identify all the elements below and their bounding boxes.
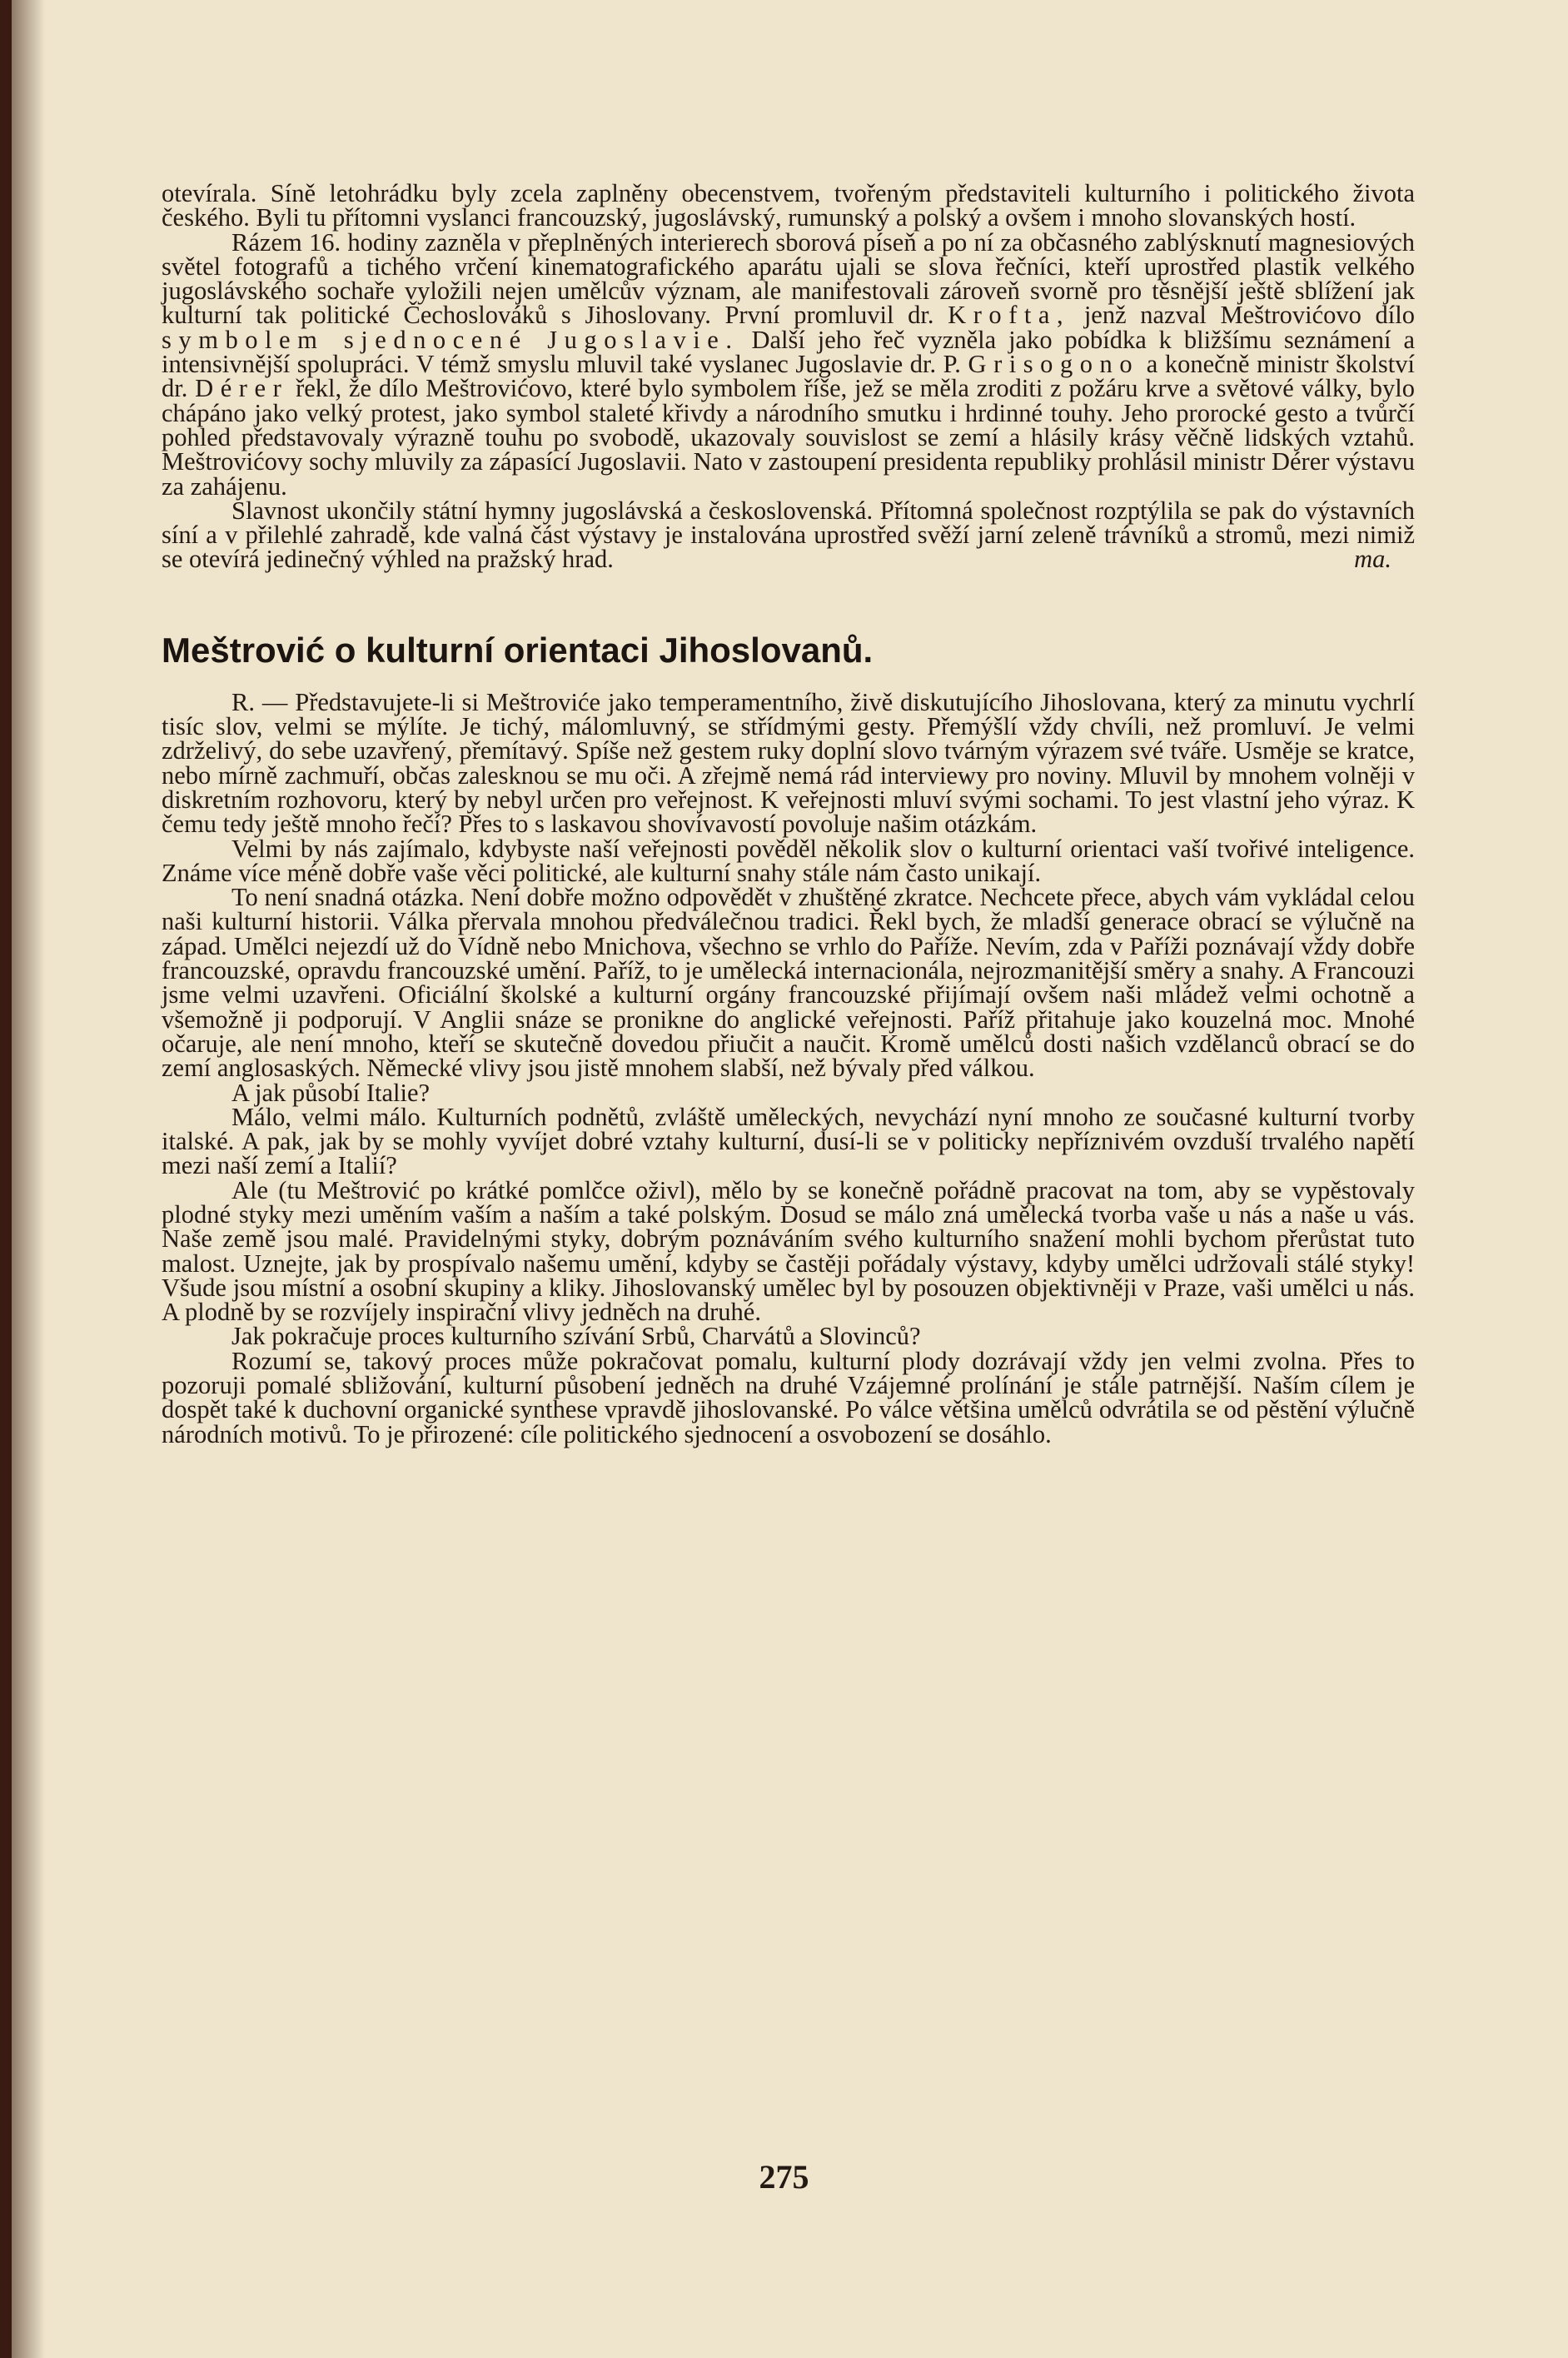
binding-shadow bbox=[12, 0, 45, 2358]
article1-paragraph-3: Slavnost ukončily státní hymny jugoslávská a československá. Přítomná společnost rozptýlila se pak do výstavních síní a v přilehlé zahradě, kde valná část výstavy je instalována uprostřed svěží jarní zeleně trávníků a stromů, mezi nimiž se otevírá jedinečný výhled na pražský hrad. bbox=[162, 496, 1415, 574]
scanned-page bbox=[12, 0, 1568, 2358]
emphasis-symbol: symbolem sjednocené Jugoslavie. bbox=[162, 325, 739, 354]
article2-paragraph: Málo, velmi málo. Kulturních podnětů, zvláště uměleckých, nevychází nyní mnoho ze současné kulturní tvorby italské. A pak, jak by se mohly vyvíjet dobré vztahy kulturní, dusí-li se v politicky nepříznivém ovzduší trvalého napětí mezi naší zemí a Italií? bbox=[162, 1102, 1415, 1180]
article2-paragraph: To není snadná otázka. Není dobře možno odpovědět v zhuštěné zkratce. Nechcete přece, abych vám vykládal celou naši kulturní historii. Válka přervala mnohou předválečnou tradici. Řekl bych, že mladší generace obrací se výlučně na západ. Umělci nejezdí už do Vídně nebo Mnichova, všechno se vrhlo do Paříže. Nevím, zda v Paříži poznávají vždy dobře francouzské, opravdu francouzské umění. Paříž, to je umělecká internacionála, nejrozmanitější směry a snahy. A Francouzi jsme velmi uzavřeni. Oficiální školské a kulturní orgány francouzské přijímají ovšem naši mládež velmi ochotně a všemožně ji podporují. V Anglii snáze se pronikne do anglické veřejnosti. Paříž přitahuje jako kouzelná moc. Mnohé očaruje, ale není mnoho, kteří se skutečně dovedou přiučit a naučit. Kromě umělců dosti našich vzdělanců obrací se do zemí anglosaských. Německé vlivy jsou jistě mnohem slabší, než bývaly před válkou. bbox=[162, 883, 1415, 1083]
p2-text-c: Další jeho řeč vyzněla jako pobídka k bližšímu seznámení a intensivnější spolupráci. V témž smyslu mluvil také vyslanec Jugoslavie dr. P. bbox=[162, 325, 1415, 379]
article2-heading: Meštrović o kulturní orientaci Jihoslovanů. bbox=[162, 630, 874, 670]
p2-text-b: jenž nazval Meštrovićovo dílo bbox=[1070, 301, 1415, 330]
p2-text-e: řekl, že dílo Meštrovićovo, které bylo symbolem říše, jež se měla zroditi z požáru krve a světové války, bylo chápáno jako velký protest, jako symbol staleté křivdy a národního smutku i hrdinné touhy. Jeho prorocké gesto a tvůrčí pohled představovaly výrazně touhu po svobodě, ukazovaly souvislost se zemí a hlásily krásy věčně lidských vztahů. Meštrovićovy sochy mluvily za zápasící Jugoslavii. Nato v zastoupení presidenta republiky prohlásil ministr Dérer výstavu za zahájenu. bbox=[162, 374, 1415, 501]
article2-paragraph: A jak působí Italie? bbox=[231, 1078, 431, 1107]
article2-paragraph: Velmi by nás zajímalo, kdybyste naší veřejnosti pověděl několik slov o kulturní orientaci vaší tvořivé inteligence. Známe více méně dobře vaše věci politické, ale kulturní snahy stále nám často unikají. bbox=[162, 834, 1415, 887]
name-derer: Dérer bbox=[195, 374, 289, 403]
article2-paragraph: Ale (tu Meštrović po krátké pomlčce oživl), mělo by se konečně pořádně pracovat na tom, aby se vypěstovaly plodné styky mezi uměním vaším a naším a také polským. Dosud se málo zná umělecká tvorba vaše u nás a naše u vás. Naše země jsou malé. Pravidelnými styky, dobrým poznáváním svého kulturního snažení mohli bychom přerůstat tuto malost. Uznejte, jak by prospívalo našemu umění, kdyby se častěji pořádaly výstavy, kdyby umělci udržovali stálé styky! Všude jsou místní a osobní skupiny a kliky. Jihoslovanský umělec byl by posouzen objektivněji v Praze, vaši umělci u nás. A plodně by se rozvíjely inspirační vlivy jedněch na druhé. bbox=[162, 1175, 1415, 1327]
p2-text-d: a konečně ministr školství dr. bbox=[162, 350, 1415, 403]
article2-paragraph: Rozumí se, takový proces může pokračovat pomalu, kulturní plody dozrávají vždy jen velmi zvolna. Přes to pozoruji pomalé sbližování, kulturní působení jedněch na druhé Vzájemné prolínání je stále patrnější. Naším cílem je dospět také k duchovní organické synthese vpravdě jihoslovanské. Po válce většina umělců odvrátila se od pěstění výlučně národních motivů. To je přirozené: cíle politického sjednocení a osvobození se dosáhlo. bbox=[162, 1346, 1415, 1448]
article1-paragraph-1: otevírala. Síně letohrádku byly zcela zaplněny obecenstvem, tvořeným představiteli kulturního i politického života českého. Byli tu přítomni vyslanci francouzský, jugoslávský, rumunský a polský a ovšem i mnoho slovanských hostí. bbox=[162, 179, 1415, 232]
name-grisogono: Grisogono bbox=[968, 350, 1140, 379]
page-content bbox=[162, 179, 1415, 1448]
article1-signature: ma. bbox=[1354, 545, 1391, 574]
article2-paragraph: R. — Představujete-li si Meštroviće jako temperamentního, živě diskutujícího Jihoslovana, který za minutu vychrlí tisíc slov, velmi se mýlíte. Je tichý, málomluvný, se střídmými gesty. Přemýšlí vždy chvíli, než promluví. Je velmi zdrželivý, do sebe uzavřený, přemítavý. Spíše než gestem ruky doplní slovo tvárným výrazem své tváře. Usměje se kratce, nebo mírně zachmuří, občas zalesknou se mu oči. A zřejmě nemá rád interviewy pro noviny. Mluvil by mnohem volněji v diskretním rozhovoru, který by nebyl určen pro veřejnost. K veřejnosti mluví svými sochami. To jest vlastní jeho výraz. K čemu tedy ještě mnoho řečí? Přes to s laskavou shovívavostí povoluje našim otázkám. bbox=[162, 687, 1415, 839]
page-number: 275 bbox=[759, 2158, 809, 2196]
p2-text-a: Rázem 16. hodiny zazněla v přeplněných interierech sborová píseň a po ní za občasného zablýsknutí magnesiových světel fotografů a tichého vrčení kinematografického aparátu ujali se slova řečníci, kteří uprostřed plastik velkého jugoslávského sochaře vyložili nejen umělcův význam, ale manifestovali zároveň svorně pro těsnější ještě sblížení jak kulturní tak politické Čechoslováků s Jihoslovany. První promluvil dr. bbox=[162, 227, 1415, 330]
name-krofta: Krofta, bbox=[948, 301, 1071, 330]
article2-paragraph: Jak pokračuje proces kulturního szívání Srbů, Charvátů a Slovinců? bbox=[231, 1322, 921, 1351]
article1-paragraph-2 bbox=[162, 227, 1415, 501]
